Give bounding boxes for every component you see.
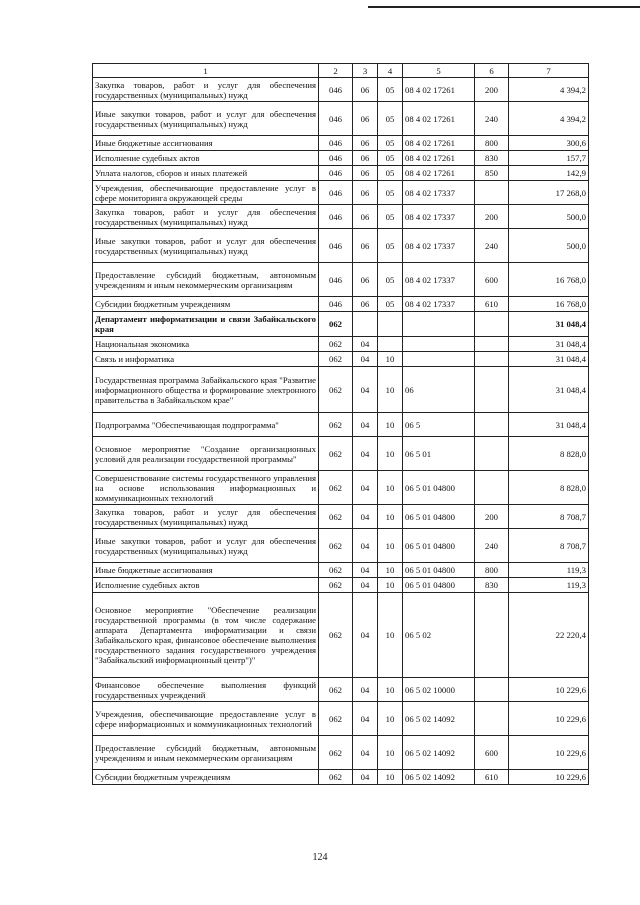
admin-code-cell: 062	[319, 529, 353, 563]
admin-code-cell: 046	[319, 78, 353, 102]
name-cell: Департамент информатизации и связи Забайкальского края	[93, 312, 319, 337]
table-row	[93, 367, 589, 413]
name-cell: Иные бюджетные ассигнования	[93, 563, 319, 578]
header-cell: 5	[403, 64, 475, 78]
table-row	[93, 578, 589, 593]
expense-type-cell: 610	[475, 770, 509, 785]
section-cell: 04	[353, 770, 378, 785]
name-cell: Иные закупки товаров, работ и услуг для обеспечения государственных (муниципальных) нужд	[93, 229, 319, 263]
expense-type-cell	[475, 337, 509, 352]
expense-type-cell	[475, 678, 509, 702]
table-row	[93, 563, 589, 578]
subsection-cell: 05	[378, 78, 403, 102]
target-article-cell: 06 5 02	[403, 593, 475, 678]
amount-cell: 8 708,7	[509, 529, 589, 563]
name-cell: Национальная экономика	[93, 337, 319, 352]
target-article-cell: 06 5 01	[403, 437, 475, 471]
amount-cell: 4 394,2	[509, 102, 589, 136]
expense-type-cell	[475, 471, 509, 505]
table-row	[93, 529, 589, 563]
name-cell: Совершенствование системы государственного управления на основе использования информационных и коммуникационных технологий	[93, 471, 319, 505]
table-row	[93, 505, 589, 529]
page-number: 124	[312, 852, 328, 863]
budget-table	[92, 63, 589, 785]
amount-cell: 119,3	[509, 563, 589, 578]
expense-type-cell: 240	[475, 229, 509, 263]
expense-type-cell: 240	[475, 529, 509, 563]
subsection-cell: 10	[378, 563, 403, 578]
name-cell: Предоставление субсидий бюджетным, автономным учреждениям и иным некоммерческим организациям	[93, 263, 319, 297]
table-row	[93, 136, 589, 151]
subsection-cell: 05	[378, 263, 403, 297]
admin-code-cell: 062	[319, 505, 353, 529]
subsection-cell: 10	[378, 529, 403, 563]
admin-code-cell: 062	[319, 437, 353, 471]
amount-cell: 31 048,4	[509, 367, 589, 413]
table-row	[93, 181, 589, 205]
target-article-cell	[403, 337, 475, 352]
target-article-cell	[403, 352, 475, 367]
section-cell: 04	[353, 736, 378, 770]
table-row	[93, 736, 589, 770]
name-cell: Иные бюджетные ассигнования	[93, 136, 319, 151]
admin-code-cell: 046	[319, 229, 353, 263]
target-article-cell: 06 5 01 04800	[403, 563, 475, 578]
expense-type-cell: 240	[475, 102, 509, 136]
admin-code-cell: 046	[319, 297, 353, 312]
table-row	[93, 312, 589, 337]
table-header-row	[93, 64, 589, 78]
subsection-cell: 10	[378, 678, 403, 702]
subsection-cell: 05	[378, 151, 403, 166]
admin-code-cell: 046	[319, 166, 353, 181]
section-cell: 04	[353, 678, 378, 702]
name-cell: Основное мероприятие "Создание организационных условий для реализации государственной программы"	[93, 437, 319, 471]
expense-type-cell: 800	[475, 136, 509, 151]
amount-cell: 17 268,0	[509, 181, 589, 205]
section-cell: 06	[353, 229, 378, 263]
section-cell: 06	[353, 78, 378, 102]
section-cell: 06	[353, 205, 378, 229]
target-article-cell: 06 5 01 04800	[403, 578, 475, 593]
name-cell: Закупка товаров, работ и услуг для обеспечения государственных (муниципальных) нужд	[93, 78, 319, 102]
section-cell: 06	[353, 166, 378, 181]
section-cell: 04	[353, 593, 378, 678]
expense-type-cell: 200	[475, 505, 509, 529]
admin-code-cell: 046	[319, 181, 353, 205]
admin-code-cell: 062	[319, 352, 353, 367]
table-row	[93, 413, 589, 437]
expense-type-cell	[475, 367, 509, 413]
amount-cell: 500,0	[509, 205, 589, 229]
target-article-cell: 06 5 02 14092	[403, 736, 475, 770]
admin-code-cell: 062	[319, 702, 353, 736]
section-cell: 06	[353, 102, 378, 136]
name-cell: Финансовое обеспечение выполнения функций государственных учреждений	[93, 678, 319, 702]
target-article-cell: 08 4 02 17261	[403, 102, 475, 136]
amount-cell: 300,6	[509, 136, 589, 151]
amount-cell: 157,7	[509, 151, 589, 166]
name-cell: Государственная программа Забайкальского края "Развитие информационного общества и формирование электронного правительства в Забайкальском крае"	[93, 367, 319, 413]
admin-code-cell: 062	[319, 563, 353, 578]
table-row	[93, 678, 589, 702]
section-cell: 06	[353, 263, 378, 297]
subsection-cell: 10	[378, 352, 403, 367]
header-cell: 7	[509, 64, 589, 78]
target-article-cell: 06 5 02 14092	[403, 702, 475, 736]
table-row	[93, 151, 589, 166]
subsection-cell: 05	[378, 136, 403, 151]
amount-cell: 4 394,2	[509, 78, 589, 102]
admin-code-cell: 062	[319, 312, 353, 337]
section-cell: 04	[353, 505, 378, 529]
amount-cell: 31 048,4	[509, 312, 589, 337]
table-row	[93, 337, 589, 352]
admin-code-cell: 046	[319, 102, 353, 136]
target-article-cell: 06	[403, 367, 475, 413]
subsection-cell: 10	[378, 471, 403, 505]
subsection-cell	[378, 312, 403, 337]
header-cell: 6	[475, 64, 509, 78]
admin-code-cell: 062	[319, 578, 353, 593]
amount-cell: 10 229,6	[509, 770, 589, 785]
section-cell: 04	[353, 471, 378, 505]
expense-type-cell: 200	[475, 78, 509, 102]
amount-cell: 31 048,4	[509, 352, 589, 367]
admin-code-cell: 062	[319, 413, 353, 437]
table-row	[93, 263, 589, 297]
subsection-cell: 10	[378, 593, 403, 678]
amount-cell: 16 768,0	[509, 297, 589, 312]
expense-type-cell	[475, 312, 509, 337]
section-cell: 04	[353, 437, 378, 471]
subsection-cell: 10	[378, 437, 403, 471]
subsection-cell: 10	[378, 578, 403, 593]
name-cell: Исполнение судебных актов	[93, 151, 319, 166]
expense-type-cell: 600	[475, 263, 509, 297]
name-cell: Субсидии бюджетным учреждениям	[93, 297, 319, 312]
amount-cell: 500,0	[509, 229, 589, 263]
table-row	[93, 437, 589, 471]
target-article-cell: 06 5 02 14092	[403, 770, 475, 785]
section-cell: 04	[353, 367, 378, 413]
target-article-cell	[403, 312, 475, 337]
subsection-cell: 05	[378, 166, 403, 181]
admin-code-cell: 046	[319, 151, 353, 166]
target-article-cell: 06 5	[403, 413, 475, 437]
amount-cell: 8 828,0	[509, 437, 589, 471]
amount-cell: 142,9	[509, 166, 589, 181]
target-article-cell: 06 5 01 04800	[403, 529, 475, 563]
target-article-cell: 06 5 02 10000	[403, 678, 475, 702]
subsection-cell: 10	[378, 736, 403, 770]
subsection-cell: 10	[378, 413, 403, 437]
table-row	[93, 78, 589, 102]
target-article-cell: 08 4 02 17337	[403, 229, 475, 263]
amount-cell: 119,3	[509, 578, 589, 593]
table-row	[93, 770, 589, 785]
name-cell: Учреждения, обеспечивающие предоставление услуг в сфере мониторинга окружающей среды	[93, 181, 319, 205]
name-cell: Учреждения, обеспечивающие предоставление услуг в сфере информационных и коммуникационных технологий	[93, 702, 319, 736]
name-cell: Закупка товаров, работ и услуг для обеспечения государственных (муниципальных) нужд	[93, 205, 319, 229]
subsection-cell: 10	[378, 367, 403, 413]
name-cell: Подпрограмма "Обеспечивающая подпрограмма"	[93, 413, 319, 437]
expense-type-cell: 850	[475, 166, 509, 181]
table-row	[93, 702, 589, 736]
name-cell: Уплата налогов, сборов и иных платежей	[93, 166, 319, 181]
target-article-cell: 08 4 02 17261	[403, 151, 475, 166]
target-article-cell: 08 4 02 17337	[403, 297, 475, 312]
table-row	[93, 471, 589, 505]
name-cell: Иные закупки товаров, работ и услуг для обеспечения государственных (муниципальных) нужд	[93, 529, 319, 563]
expense-type-cell: 830	[475, 151, 509, 166]
admin-code-cell: 062	[319, 678, 353, 702]
admin-code-cell: 062	[319, 367, 353, 413]
subsection-cell: 05	[378, 229, 403, 263]
subsection-cell: 05	[378, 205, 403, 229]
section-cell: 06	[353, 181, 378, 205]
table-row	[93, 593, 589, 678]
section-cell: 04	[353, 529, 378, 563]
name-cell: Исполнение судебных актов	[93, 578, 319, 593]
header-cell: 4	[378, 64, 403, 78]
amount-cell: 10 229,6	[509, 702, 589, 736]
section-cell: 06	[353, 151, 378, 166]
section-cell: 04	[353, 702, 378, 736]
section-cell: 04	[353, 413, 378, 437]
amount-cell: 10 229,6	[509, 678, 589, 702]
amount-cell: 31 048,4	[509, 413, 589, 437]
name-cell: Субсидии бюджетным учреждениям	[93, 770, 319, 785]
name-cell: Закупка товаров, работ и услуг для обеспечения государственных (муниципальных) нужд	[93, 505, 319, 529]
subsection-cell: 10	[378, 770, 403, 785]
table-row	[93, 297, 589, 312]
expense-type-cell	[475, 593, 509, 678]
name-cell: Связь и информатика	[93, 352, 319, 367]
expense-type-cell	[475, 413, 509, 437]
admin-code-cell: 062	[319, 736, 353, 770]
name-cell: Иные закупки товаров, работ и услуг для обеспечения государственных (муниципальных) нужд	[93, 102, 319, 136]
header-cell: 3	[353, 64, 378, 78]
name-cell: Предоставление субсидий бюджетным, автономным учреждениям и иным некоммерческим организациям	[93, 736, 319, 770]
table-row	[93, 229, 589, 263]
target-article-cell: 06 5 01 04800	[403, 471, 475, 505]
subsection-cell: 05	[378, 297, 403, 312]
admin-code-cell: 046	[319, 263, 353, 297]
admin-code-cell: 046	[319, 205, 353, 229]
amount-cell: 16 768,0	[509, 263, 589, 297]
target-article-cell: 08 4 02 17337	[403, 205, 475, 229]
table-row	[93, 102, 589, 136]
section-cell: 04	[353, 352, 378, 367]
expense-type-cell	[475, 352, 509, 367]
target-article-cell: 08 4 02 17261	[403, 78, 475, 102]
expense-type-cell: 830	[475, 578, 509, 593]
admin-code-cell: 062	[319, 337, 353, 352]
admin-code-cell: 062	[319, 770, 353, 785]
name-cell: Основное мероприятие "Обеспечение реализации государственной программы (в том числе содержание аппарата Департамента информатизации и связи Забайкальского края, финансовое обеспечение выполнения государственного задания государственного учреждения "Забайкальский информационный центр")"	[93, 593, 319, 678]
section-cell: 04	[353, 563, 378, 578]
expense-type-cell	[475, 702, 509, 736]
section-cell: 04	[353, 578, 378, 593]
target-article-cell: 06 5 01 04800	[403, 505, 475, 529]
amount-cell: 22 220,4	[509, 593, 589, 678]
section-cell: 06	[353, 297, 378, 312]
table-row	[93, 166, 589, 181]
expense-type-cell: 610	[475, 297, 509, 312]
amount-cell: 31 048,4	[509, 337, 589, 352]
subsection-cell: 05	[378, 102, 403, 136]
amount-cell: 8 708,7	[509, 505, 589, 529]
subsection-cell	[378, 337, 403, 352]
target-article-cell: 08 4 02 17261	[403, 166, 475, 181]
subsection-cell: 10	[378, 702, 403, 736]
section-cell: 06	[353, 136, 378, 151]
top-rule	[368, 6, 640, 8]
subsection-cell: 05	[378, 181, 403, 205]
expense-type-cell	[475, 437, 509, 471]
amount-cell: 8 828,0	[509, 471, 589, 505]
section-cell: 04	[353, 337, 378, 352]
section-cell	[353, 312, 378, 337]
table-row	[93, 205, 589, 229]
amount-cell: 10 229,6	[509, 736, 589, 770]
admin-code-cell: 062	[319, 471, 353, 505]
expense-type-cell: 800	[475, 563, 509, 578]
subsection-cell: 10	[378, 505, 403, 529]
admin-code-cell: 046	[319, 136, 353, 151]
admin-code-cell: 062	[319, 593, 353, 678]
expense-type-cell	[475, 181, 509, 205]
header-cell: 1	[93, 64, 319, 78]
expense-type-cell: 600	[475, 736, 509, 770]
target-article-cell: 08 4 02 17337	[403, 181, 475, 205]
target-article-cell: 08 4 02 17261	[403, 136, 475, 151]
target-article-cell: 08 4 02 17337	[403, 263, 475, 297]
header-cell: 2	[319, 64, 353, 78]
expense-type-cell: 200	[475, 205, 509, 229]
table-row	[93, 352, 589, 367]
